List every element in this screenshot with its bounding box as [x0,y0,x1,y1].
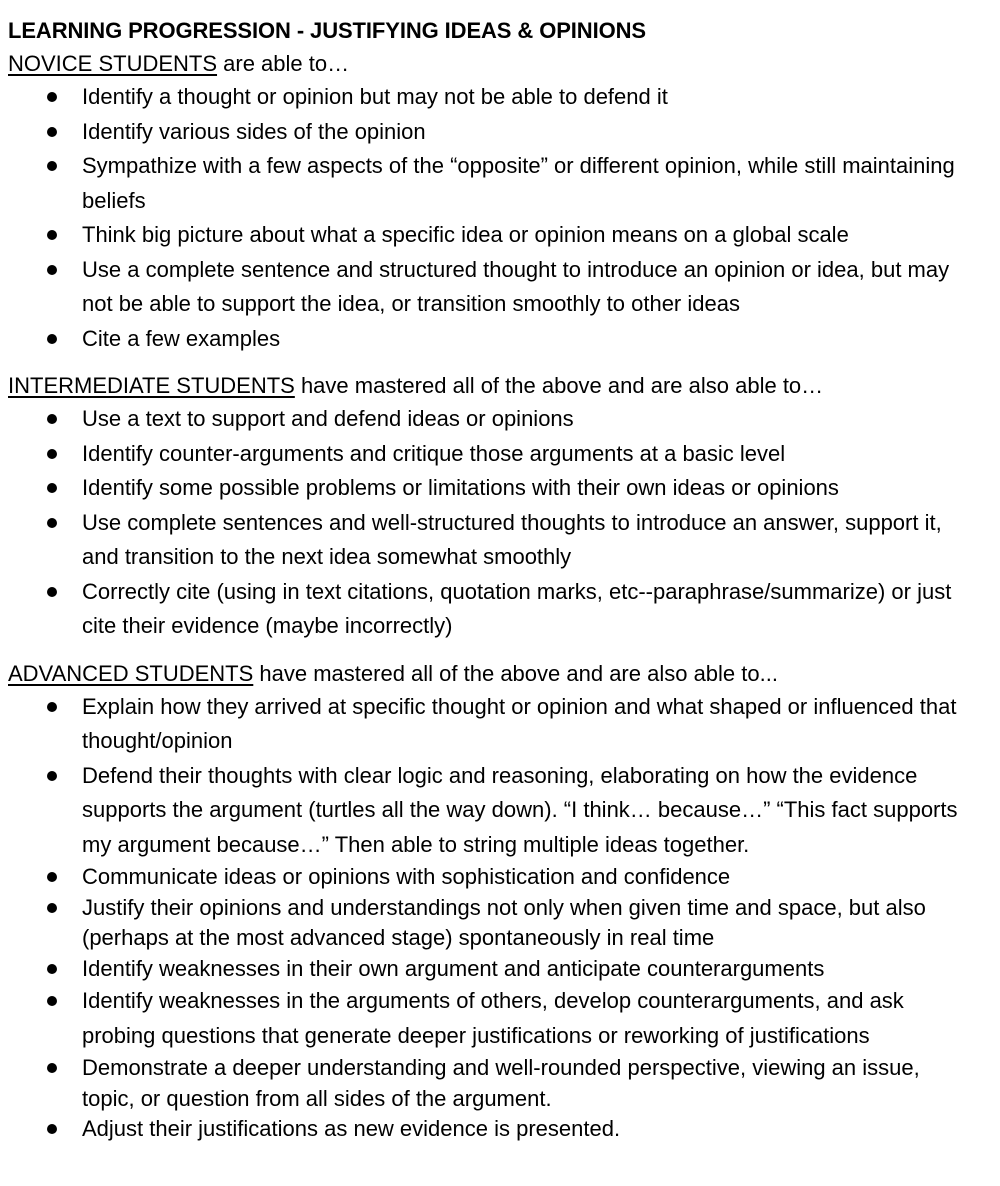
list-item [8,437,1000,472]
list-item [8,1053,1000,1114]
bullet-icon [47,903,57,913]
bullet-list [8,80,1000,356]
list-item-text: Identify weaknesses in the arguments of others, develop counterarguments, and ask probing questions that generate deeper justifications or reworking of justifications [82,988,904,1048]
bullet-icon [47,265,57,275]
list-item [8,862,1000,893]
section-heading [8,370,1000,402]
list-item-text: Use a complete sentence and structured thought to introduce an opinion or idea, but may not be able to support the idea, or transition smoothly to other ideas [82,256,950,316]
list-item-text: Identify weaknesses in their own argument and anticipate counterarguments [82,955,825,981]
bullet-icon [47,127,57,137]
bullet-icon [47,771,57,781]
list-item-text: Communicate ideas or opinions with sophistication and confidence [82,864,731,889]
bullet-icon [47,996,57,1006]
list-item-text: Think big picture about what a specific idea or opinion means on a global scale [82,222,849,247]
section-intermediate [8,370,1000,644]
list-item-text: Adjust their justifications as new evidence is presented. [82,1116,621,1141]
list-item [8,402,1000,437]
list-item-text: Cite a few examples [82,325,281,351]
bullet-icon [47,964,57,974]
section-novice [8,48,1000,356]
bullet-icon [47,230,57,240]
bullet-icon [47,1124,57,1134]
section-heading [8,658,1000,690]
level-label: NOVICE STUDENTS [8,51,218,76]
list-item-text: Use complete sentences and well-structured thoughts to introduce an answer, support it, and transition to the next idea somewhat smoothly [82,509,942,569]
list-item [8,471,1000,506]
list-item [8,80,1000,115]
list-item [8,690,1000,759]
section-heading [8,48,1000,80]
list-item [8,893,1000,954]
level-label: INTERMEDIATE STUDENTS [8,373,295,398]
bullet-icon [47,334,57,344]
list-item [8,149,1000,218]
bullet-list [8,402,1000,644]
list-item [8,115,1000,150]
list-item-text: Identify some possible problems or limitations with their own ideas or opinions [82,475,839,500]
list-item-text: Explain how they arrived at specific thought or opinion and what shaped or influenced that thought/opinion [82,693,957,753]
level-intro: are able to… [217,51,350,76]
list-item [8,575,1000,644]
bullet-icon [47,414,57,424]
bullet-icon [47,518,57,528]
list-item [8,1114,1000,1145]
list-item [8,506,1000,575]
list-item [8,218,1000,253]
list-item [8,954,1000,985]
bullet-icon [47,702,57,712]
list-item-text: Demonstrate a deeper understanding and well-rounded perspective, viewing an issue, topic, or question from all sides of the argument. [82,1055,920,1111]
list-item-text: Use a text to support and defend ideas or opinions [82,406,574,431]
list-item-text: Identify various sides of the opinion [82,118,426,144]
section-advanced [8,658,1000,1145]
level-intro: have mastered all of the above and are also able to… [294,373,824,398]
list-item [8,253,1000,322]
list-item-text: Identify a thought or opinion but may not be able to defend it [82,84,668,109]
bullet-icon [47,92,57,102]
bullet-icon [47,587,57,597]
list-item-text: Justify their opinions and understandings not only when given time and space, but also (perhaps at the most advanced stage) spontaneously in real time [82,894,926,950]
list-item-text: Correctly cite (using in text citations, quotation marks, etc--paraphrase/summarize) or just cite their evidence (maybe incorrectly) [82,578,952,638]
list-item [8,322,1000,357]
bullet-list [8,690,1000,1145]
list-item-text: Defend their thoughts with clear logic and reasoning, elaborating on how the evidence supports the argument (turtles all the way down). “I think… because…” “This fact supports my argument because…” Then able to string multiple ideas together. [82,762,958,857]
level-intro: have mastered all of the above and are also able to... [253,660,778,686]
bullet-icon [47,161,57,171]
list-item [8,759,1000,863]
bullet-icon [47,872,57,882]
list-item [8,984,1000,1053]
document-title: LEARNING PROGRESSION - JUSTIFYING IDEAS & OPINIONS [8,18,646,43]
bullet-icon [47,483,57,493]
bullet-icon [47,1063,57,1073]
list-item-text: Identify counter-arguments and critique those arguments at a basic level [82,440,786,466]
list-item-text: Sympathize with a few aspects of the “opposite” or different opinion, while still maintaining beliefs [82,153,955,213]
bullet-icon [47,449,57,459]
level-label: ADVANCED STUDENTS [8,660,254,686]
